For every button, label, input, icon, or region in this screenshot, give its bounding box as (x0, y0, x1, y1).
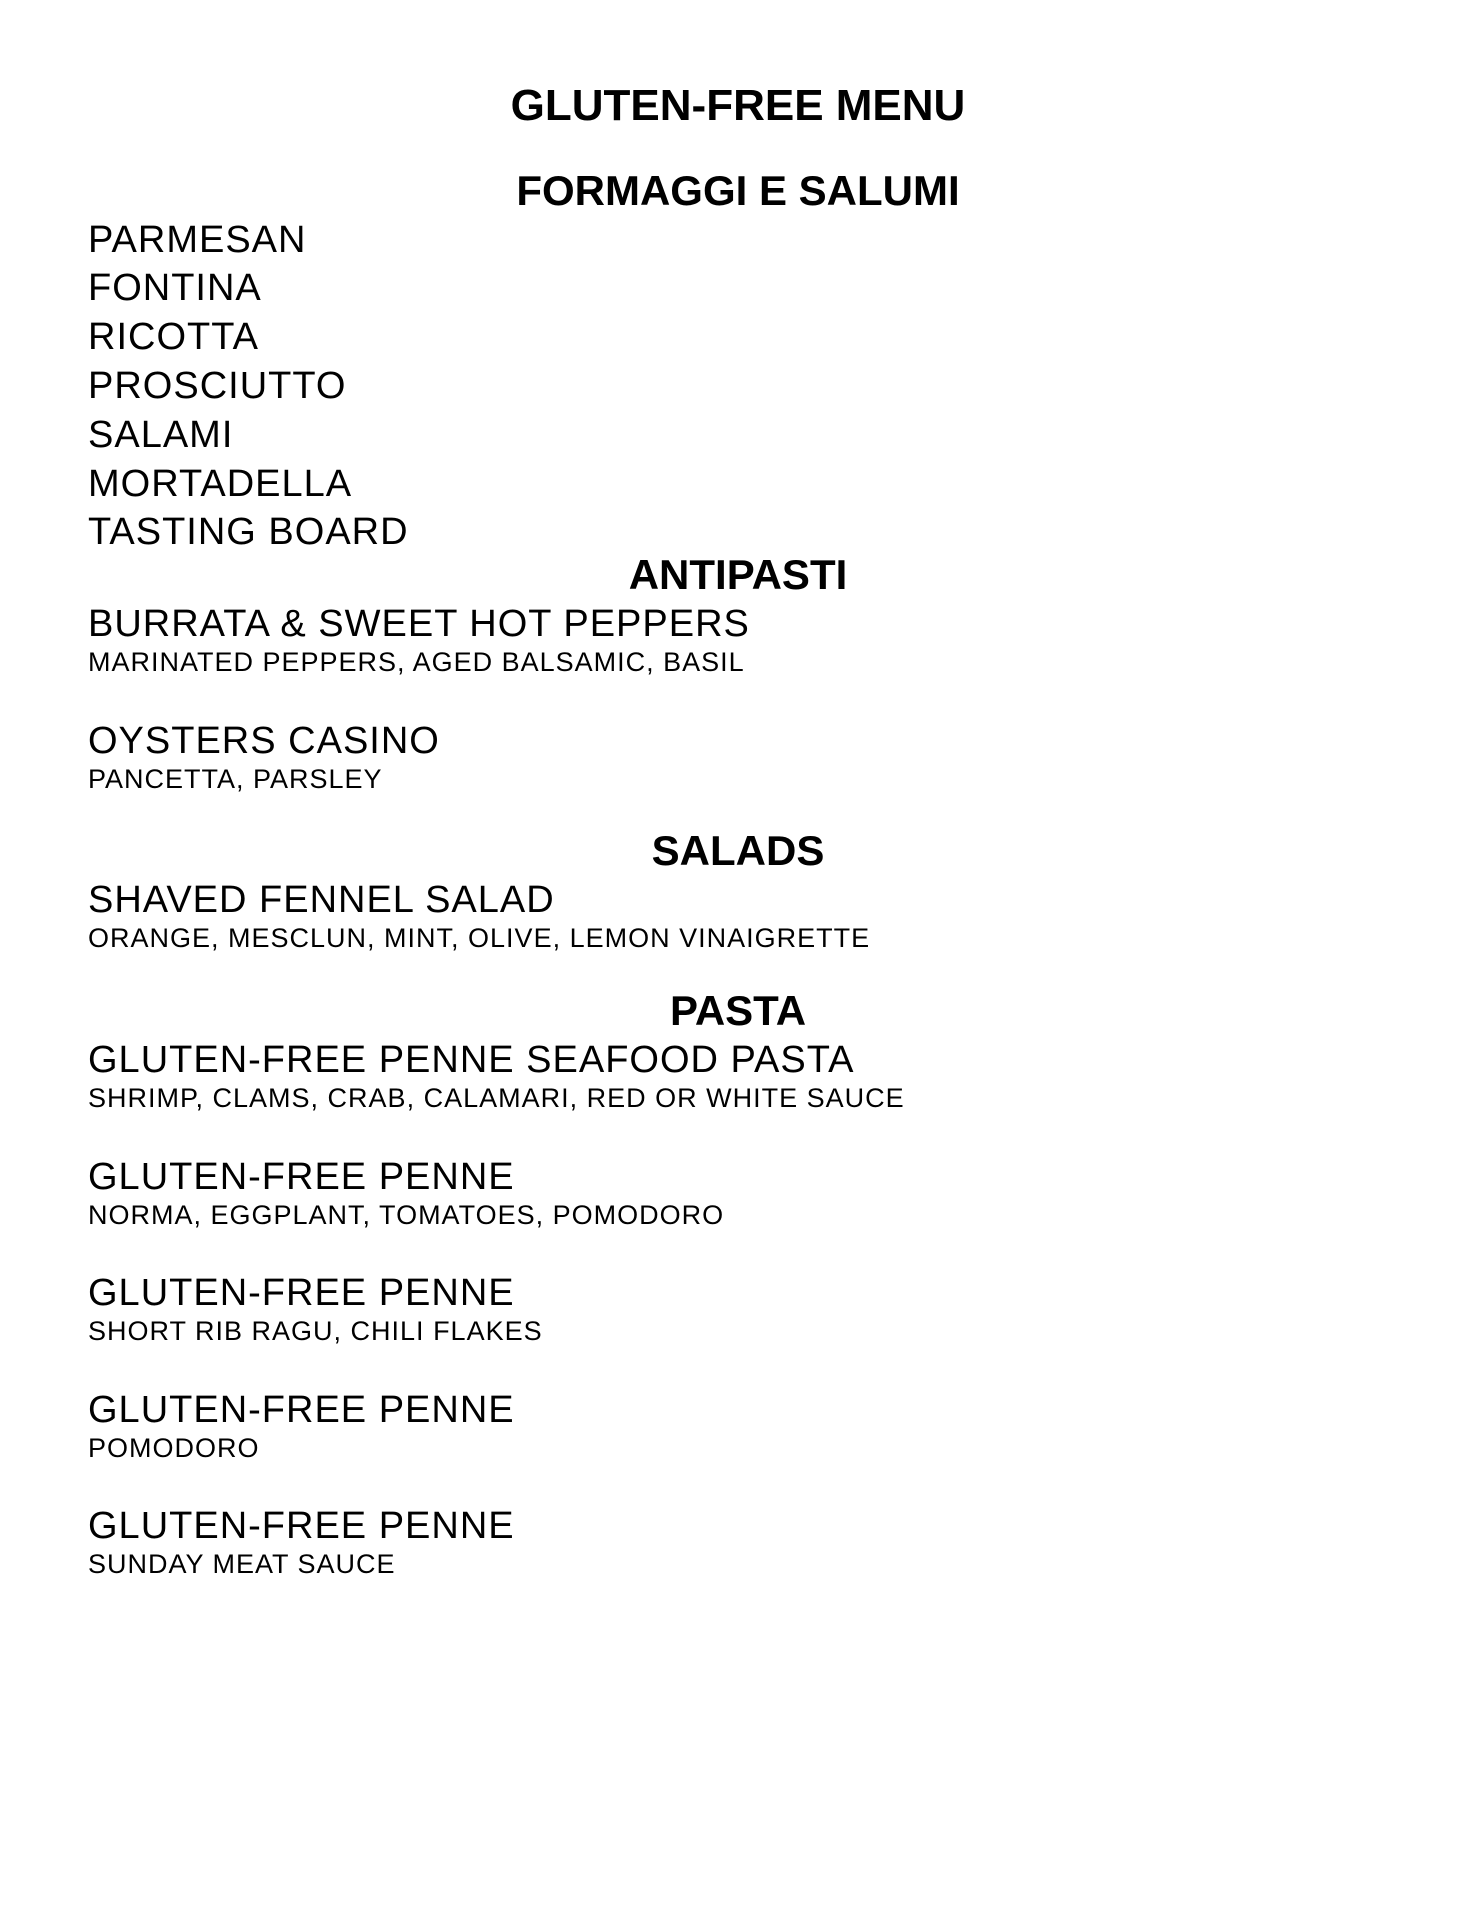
dish-name: GLUTEN-FREE PENNE (88, 1156, 515, 1198)
dish-name: BURRATA & SWEET HOT PEPPERS (88, 603, 750, 645)
dish-description: ORANGE, MESCLUN, MINT, OLIVE, LEMON VINAIGRETTE (88, 923, 871, 953)
dish-description: SHRIMP, CLAMS, CRAB, CALAMARI, RED OR WHITE SAUCE (88, 1083, 905, 1113)
dish-description: POMODORO (88, 1433, 260, 1463)
menu-item: MORTADELLA (88, 463, 353, 505)
dish-description: NORMA, EGGPLANT, TOMATOES, POMODORO (88, 1200, 725, 1230)
dish-name: GLUTEN-FREE PENNE (88, 1272, 515, 1314)
menu-item: PARMESAN (88, 219, 307, 261)
menu-content (88, 0, 1388, 1920)
dish-name: GLUTEN-FREE PENNE SEAFOOD PASTA (88, 1039, 855, 1081)
dish-item (88, 1504, 515, 1580)
dish-item (88, 1155, 724, 1231)
section-title-formaggi: FORMAGGI E SALUMI (516, 167, 960, 214)
dish-name: SHAVED FENNEL SALAD (88, 879, 555, 921)
dish-item (88, 878, 870, 954)
dish-item (88, 1271, 543, 1347)
dish-item (88, 719, 440, 795)
menu-item: SALAMI (88, 414, 234, 456)
menu-item: RICOTTA (88, 316, 259, 358)
dish-name: OYSTERS CASINO (88, 720, 440, 762)
menu-item: FONTINA (88, 267, 262, 309)
dish-description: SHORT RIB RAGU, CHILI FLAKES (88, 1316, 543, 1346)
menu-item: TASTING BOARD (88, 511, 409, 553)
section-title-antipasti: ANTIPASTI (628, 551, 848, 598)
section-title-pasta: PASTA (669, 987, 807, 1034)
dish-name: GLUTEN-FREE PENNE (88, 1389, 515, 1431)
menu-item: PROSCIUTTO (88, 365, 347, 407)
dish-description: MARINATED PEPPERS, AGED BALSAMIC, BASIL (88, 647, 745, 677)
dish-item (88, 1038, 905, 1114)
dish-item (88, 602, 750, 678)
section-title-salads: SALADS (651, 827, 825, 874)
dish-description: SUNDAY MEAT SAUCE (88, 1549, 396, 1579)
menu-title: GLUTEN-FREE MENU (510, 81, 966, 130)
dish-description: PANCETTA, PARSLEY (88, 764, 383, 794)
dish-name: GLUTEN-FREE PENNE (88, 1505, 515, 1547)
dish-item (88, 1388, 515, 1464)
